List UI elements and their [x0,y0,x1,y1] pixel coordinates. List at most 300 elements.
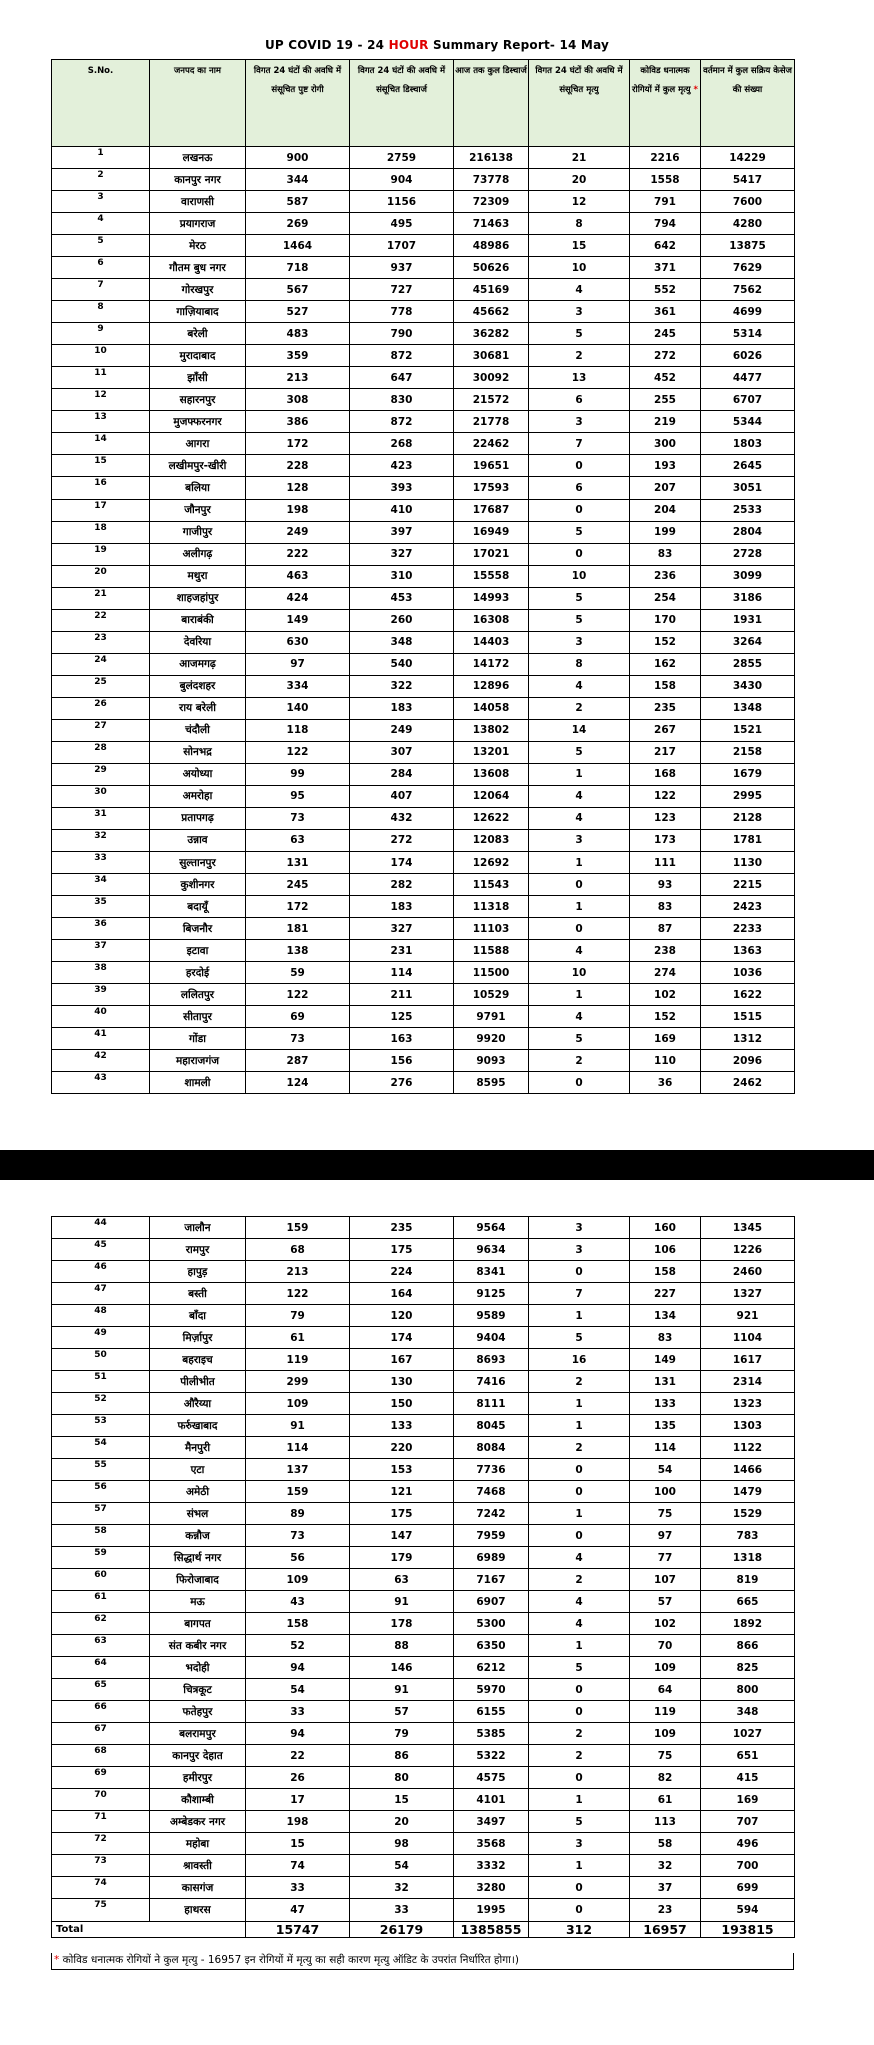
new-discharges-cell: 183 [350,896,454,918]
total-discharges-cell: 5385 [454,1723,529,1745]
district-cell: बाराबंकी [150,609,246,631]
total-deaths-cell: 219 [630,411,701,433]
new-cases-cell: 1464 [246,235,350,257]
sno-cell: 26 [52,697,150,719]
sno-cell: 55 [52,1459,150,1481]
table-row [52,962,795,984]
new-discharges-cell: 114 [350,962,454,984]
new-cases-cell: 249 [246,521,350,543]
active-cases-cell: 5314 [701,323,795,345]
district-cell: कानपुर नगर [150,169,246,191]
district-cell: औरैय्या [150,1393,246,1415]
new-cases-cell: 79 [246,1305,350,1327]
sno-cell: 27 [52,719,150,741]
total-discharges-cell: 5322 [454,1745,529,1767]
table-row [52,1723,795,1745]
total-discharges-cell: 7416 [454,1371,529,1393]
total-discharges-cell: 19651 [454,455,529,477]
new-discharges-cell: 91 [350,1591,454,1613]
active-cases-cell: 1027 [701,1723,795,1745]
total-discharges-cell: 12083 [454,829,529,851]
sno-cell: 5 [52,235,150,257]
sno-cell: 57 [52,1503,150,1525]
new-discharges-cell: 88 [350,1635,454,1657]
new-cases-cell: 95 [246,785,350,807]
new-cases-cell: 94 [246,1657,350,1679]
new-deaths-cell: 10 [529,565,630,587]
district-cell: हरदोई [150,962,246,984]
district-cell: भदोही [150,1657,246,1679]
new-deaths-cell: 2 [529,1569,630,1591]
new-cases-cell: 89 [246,1503,350,1525]
active-cases-cell: 1363 [701,940,795,962]
table-row [52,1261,795,1283]
district-cell: इटावा [150,940,246,962]
new-discharges-cell: 54 [350,1855,454,1877]
total-discharges-cell: 13201 [454,741,529,763]
total-discharges-cell: 12622 [454,807,529,829]
new-discharges-cell: 125 [350,1006,454,1028]
new-deaths-cell: 1 [529,1635,630,1657]
total-deaths-cell: 83 [630,1327,701,1349]
table-row [52,1613,795,1635]
new-cases-cell: 483 [246,323,350,345]
new-discharges-cell: 393 [350,477,454,499]
total-deaths: 16957 [630,1921,701,1937]
total-discharges-cell: 36282 [454,323,529,345]
new-discharges-cell: 790 [350,323,454,345]
active-cases-cell: 3186 [701,587,795,609]
district-cell: आजमगढ़ [150,653,246,675]
sno-cell: 54 [52,1437,150,1459]
new-discharges-cell: 80 [350,1767,454,1789]
table-row [52,829,795,851]
active-cases-cell: 2728 [701,543,795,565]
table-row [52,1789,795,1811]
table-row [52,543,795,565]
total-discharges-cell: 8045 [454,1415,529,1437]
table-row [52,918,795,940]
sno-cell: 21 [52,587,150,609]
new-deaths-cell: 2 [529,1745,630,1767]
total-deaths-cell: 113 [630,1811,701,1833]
district-cell: लखीमपुर-खीरी [150,455,246,477]
table-row [52,741,795,763]
total-discharges-cell: 7468 [454,1481,529,1503]
total-deaths-cell: 32 [630,1855,701,1877]
sno-cell: 70 [52,1789,150,1811]
active-cases-cell: 825 [701,1657,795,1679]
new-cases-cell: 359 [246,345,350,367]
new-cases-cell: 213 [246,367,350,389]
district-cell: अमेठी [150,1481,246,1503]
table-row [52,565,795,587]
district-cell: मैनपुरी [150,1437,246,1459]
district-cell: गाजीपुर [150,521,246,543]
table-row [52,1635,795,1657]
new-cases-cell: 33 [246,1701,350,1723]
new-deaths-cell: 3 [529,1217,630,1239]
active-cases-cell: 594 [701,1899,795,1921]
active-cases-cell: 1130 [701,852,795,874]
active-cases-cell: 6707 [701,389,795,411]
new-deaths-cell: 2 [529,345,630,367]
new-deaths-cell: 0 [529,1877,630,1899]
new-cases-cell: 138 [246,940,350,962]
total-deaths-cell: 199 [630,521,701,543]
new-deaths-cell: 10 [529,962,630,984]
new-deaths-cell: 12 [529,191,630,213]
sno-cell: 65 [52,1679,150,1701]
total-discharges-cell: 12692 [454,852,529,874]
sno-cell: 8 [52,301,150,323]
active-cases-cell: 4477 [701,367,795,389]
sno-cell: 62 [52,1613,150,1635]
active-cases-cell: 1521 [701,719,795,741]
new-discharges-cell: 183 [350,697,454,719]
table-row [52,874,795,896]
district-cell: शामली [150,1072,246,1094]
total-active-cases: 193815 [701,1921,795,1937]
new-discharges-cell: 727 [350,279,454,301]
district-cell: हमीरपुर [150,1767,246,1789]
active-cases-cell: 1104 [701,1327,795,1349]
total-deaths-cell: 109 [630,1657,701,1679]
total-deaths-cell: 87 [630,918,701,940]
new-deaths-cell: 6 [529,389,630,411]
total-discharges-cell: 7959 [454,1525,529,1547]
report-title [0,38,874,52]
new-deaths-cell: 4 [529,675,630,697]
total-deaths-cell: 93 [630,874,701,896]
new-discharges-cell: 276 [350,1072,454,1094]
district-cell: चंदौली [150,719,246,741]
total-deaths-cell: 235 [630,697,701,719]
total-deaths-cell: 57 [630,1591,701,1613]
new-cases-cell: 149 [246,609,350,631]
new-discharges-cell: 224 [350,1261,454,1283]
table-row [52,587,795,609]
total-discharges-cell: 45169 [454,279,529,301]
total-deaths-cell: 193 [630,455,701,477]
sno-cell: 60 [52,1569,150,1591]
new-cases-cell: 299 [246,1371,350,1393]
sno-cell: 72 [52,1833,150,1855]
new-deaths-cell: 1 [529,896,630,918]
new-discharges-cell: 164 [350,1283,454,1305]
new-cases-cell: 222 [246,543,350,565]
total-discharges-cell: 3280 [454,1877,529,1899]
total-discharges-cell: 9920 [454,1028,529,1050]
district-cell: गाज़ियाबाद [150,301,246,323]
new-deaths-cell: 1 [529,1503,630,1525]
district-cell: आगरा [150,433,246,455]
table-row [52,1701,795,1723]
new-deaths-cell: 5 [529,1811,630,1833]
sno-cell: 31 [52,807,150,829]
total-discharges-cell: 1995 [454,1899,529,1921]
active-cases-cell: 1327 [701,1283,795,1305]
district-cell: सीतापुर [150,1006,246,1028]
total-deaths-cell: 794 [630,213,701,235]
total-deaths-cell: 149 [630,1349,701,1371]
table-row [52,631,795,653]
new-cases-cell: 43 [246,1591,350,1613]
total-deaths-cell: 70 [630,1635,701,1657]
active-cases-cell: 1303 [701,1415,795,1437]
new-cases-cell: 159 [246,1217,350,1239]
active-cases-cell: 415 [701,1767,795,1789]
new-discharges-cell: 98 [350,1833,454,1855]
active-cases-cell: 3430 [701,675,795,697]
sno-cell: 67 [52,1723,150,1745]
new-deaths-cell: 1 [529,1789,630,1811]
district-cell: मथुरा [150,565,246,587]
sno-cell: 39 [52,984,150,1006]
district-cell: गौतम बुध नगर [150,257,246,279]
active-cases-cell: 800 [701,1679,795,1701]
new-discharges-cell: 268 [350,433,454,455]
new-cases-cell: 91 [246,1415,350,1437]
new-discharges-cell: 272 [350,829,454,851]
district-cell: सोनभद्र [150,741,246,763]
district-cell: हापुड़ [150,1261,246,1283]
active-cases-cell: 1622 [701,984,795,1006]
table-row [52,213,795,235]
table-row [52,1547,795,1569]
new-discharges-cell: 778 [350,301,454,323]
new-cases-cell: 47 [246,1899,350,1921]
total-discharges-cell: 71463 [454,213,529,235]
district-cell: जौनपुर [150,499,246,521]
table-row [52,1855,795,1877]
new-deaths-cell: 3 [529,411,630,433]
new-deaths-cell: 5 [529,609,630,631]
table-row [52,1349,795,1371]
active-cases-cell: 2233 [701,918,795,940]
active-cases-cell: 1466 [701,1459,795,1481]
table-row [52,1006,795,1028]
total-discharges-cell: 8693 [454,1349,529,1371]
active-cases-cell: 2533 [701,499,795,521]
total-deaths-cell: 238 [630,940,701,962]
active-cases-cell: 783 [701,1525,795,1547]
sno-cell: 3 [52,191,150,213]
district-cell: रामपुर [150,1239,246,1261]
total-deaths-cell: 123 [630,807,701,829]
district-cell: झाँसी [150,367,246,389]
total-discharges-cell: 4101 [454,1789,529,1811]
new-deaths-cell: 6 [529,477,630,499]
new-cases-cell: 15 [246,1833,350,1855]
total-deaths-cell: 23 [630,1899,701,1921]
new-deaths-cell: 4 [529,279,630,301]
total-deaths-cell: 119 [630,1701,701,1723]
new-deaths-cell: 0 [529,1679,630,1701]
sno-cell: 49 [52,1327,150,1349]
table-row [52,477,795,499]
table-row [52,345,795,367]
new-deaths-cell: 5 [529,1327,630,1349]
sno-cell: 75 [52,1899,150,1921]
new-deaths-cell: 0 [529,543,630,565]
new-deaths-cell: 2 [529,1723,630,1745]
total-deaths-cell: 36 [630,1072,701,1094]
district-cell: कन्नौज [150,1525,246,1547]
table-row [52,1745,795,1767]
new-discharges-cell: 15 [350,1789,454,1811]
new-cases-cell: 718 [246,257,350,279]
new-discharges-cell: 120 [350,1305,454,1327]
table-row [52,279,795,301]
total-discharges-cell: 21778 [454,411,529,433]
new-deaths-cell: 1 [529,763,630,785]
table-row [52,1050,795,1072]
new-cases-cell: 527 [246,301,350,323]
sno-cell: 13 [52,411,150,433]
total-discharges-cell: 3568 [454,1833,529,1855]
district-cell: मेरठ [150,235,246,257]
total-deaths-cell: 102 [630,1613,701,1635]
total-discharges-cell: 7167 [454,1569,529,1591]
active-cases-cell: 496 [701,1833,795,1855]
table-row [52,1811,795,1833]
active-cases-cell: 2314 [701,1371,795,1393]
new-deaths-cell: 4 [529,1547,630,1569]
sno-cell: 51 [52,1371,150,1393]
total-discharges-cell: 45662 [454,301,529,323]
district-cell: गोंडा [150,1028,246,1050]
new-cases-cell: 172 [246,896,350,918]
new-discharges-cell: 156 [350,1050,454,1072]
active-cases-cell: 1036 [701,962,795,984]
active-cases-cell: 5417 [701,169,795,191]
new-discharges-cell: 327 [350,543,454,565]
district-cell: कानपुर देहात [150,1745,246,1767]
total-deaths-cell: 82 [630,1767,701,1789]
new-cases-cell: 122 [246,741,350,763]
district-cell: अमरोहा [150,785,246,807]
new-cases-cell: 63 [246,829,350,851]
new-deaths-cell: 4 [529,1613,630,1635]
active-cases-cell: 14229 [701,147,795,169]
sno-cell: 74 [52,1877,150,1899]
active-cases-cell: 5344 [701,411,795,433]
new-deaths-cell: 10 [529,257,630,279]
title-highlight: HOUR [388,38,429,52]
district-cell: अलीगढ़ [150,543,246,565]
new-discharges-cell: 163 [350,1028,454,1050]
new-cases-cell: 109 [246,1569,350,1591]
active-cases-cell: 1781 [701,829,795,851]
active-cases-cell: 1931 [701,609,795,631]
table-row [52,675,795,697]
total-discharges-cell: 10529 [454,984,529,1006]
new-deaths-cell: 0 [529,1072,630,1094]
total-deaths-cell: 83 [630,543,701,565]
sno-cell: 64 [52,1657,150,1679]
table-row [52,1327,795,1349]
sno-cell: 45 [52,1239,150,1261]
new-cases-cell: 140 [246,697,350,719]
active-cases-cell: 2460 [701,1261,795,1283]
new-deaths-cell: 1 [529,1855,630,1877]
active-cases-cell: 7629 [701,257,795,279]
header-sno: S.No. [52,60,150,147]
total-discharges-cell: 13802 [454,719,529,741]
new-discharges-cell: 282 [350,874,454,896]
new-deaths-cell: 20 [529,169,630,191]
new-discharges-cell: 540 [350,653,454,675]
active-cases-cell: 2423 [701,896,795,918]
total-discharges-cell: 16949 [454,521,529,543]
new-discharges-cell: 310 [350,565,454,587]
total-new-deaths: 312 [529,1921,630,1937]
total-deaths-cell: 110 [630,1050,701,1072]
district-cell: प्रतापगढ़ [150,807,246,829]
new-discharges-cell: 167 [350,1349,454,1371]
sno-cell: 22 [52,609,150,631]
active-cases-cell: 2995 [701,785,795,807]
table-row [52,940,795,962]
total-deaths-cell: 1558 [630,169,701,191]
total-discharges-cell: 17687 [454,499,529,521]
new-deaths-cell: 8 [529,213,630,235]
table-row [52,852,795,874]
district-cell: राय बरेली [150,697,246,719]
sno-cell: 20 [52,565,150,587]
active-cases-cell: 1617 [701,1349,795,1371]
total-new-discharges: 26179 [350,1921,454,1937]
new-cases-cell: 128 [246,477,350,499]
new-deaths-cell: 2 [529,1437,630,1459]
active-cases-cell: 866 [701,1635,795,1657]
district-cell: अयोध्या [150,763,246,785]
new-cases-cell: 424 [246,587,350,609]
new-cases-cell: 228 [246,455,350,477]
totals-row [52,1921,795,1937]
total-discharges-cell: 12896 [454,675,529,697]
total-discharges-cell: 9634 [454,1239,529,1261]
new-discharges-cell: 153 [350,1459,454,1481]
active-cases-cell: 1892 [701,1613,795,1635]
new-cases-cell: 567 [246,279,350,301]
district-cell: बलिया [150,477,246,499]
total-discharges-cell: 6350 [454,1635,529,1657]
sno-cell: 41 [52,1028,150,1050]
district-cell: अम्बेडकर नगर [150,1811,246,1833]
totals-label: Total [52,1921,246,1937]
total-discharges-cell: 6212 [454,1657,529,1679]
new-deaths-cell: 0 [529,918,630,940]
active-cases-cell: 3051 [701,477,795,499]
new-deaths-cell: 1 [529,852,630,874]
new-deaths-cell: 0 [529,874,630,896]
new-cases-cell: 287 [246,1050,350,1072]
total-discharges-cell: 4575 [454,1767,529,1789]
sno-cell: 29 [52,763,150,785]
new-cases-cell: 172 [246,433,350,455]
new-cases-cell: 118 [246,719,350,741]
active-cases-cell: 819 [701,1569,795,1591]
total-deaths-cell: 204 [630,499,701,521]
new-cases-cell: 122 [246,1283,350,1305]
sno-cell: 15 [52,455,150,477]
new-discharges-cell: 179 [350,1547,454,1569]
active-cases-cell: 2096 [701,1050,795,1072]
new-cases-cell: 158 [246,1613,350,1635]
table-row [52,1679,795,1701]
